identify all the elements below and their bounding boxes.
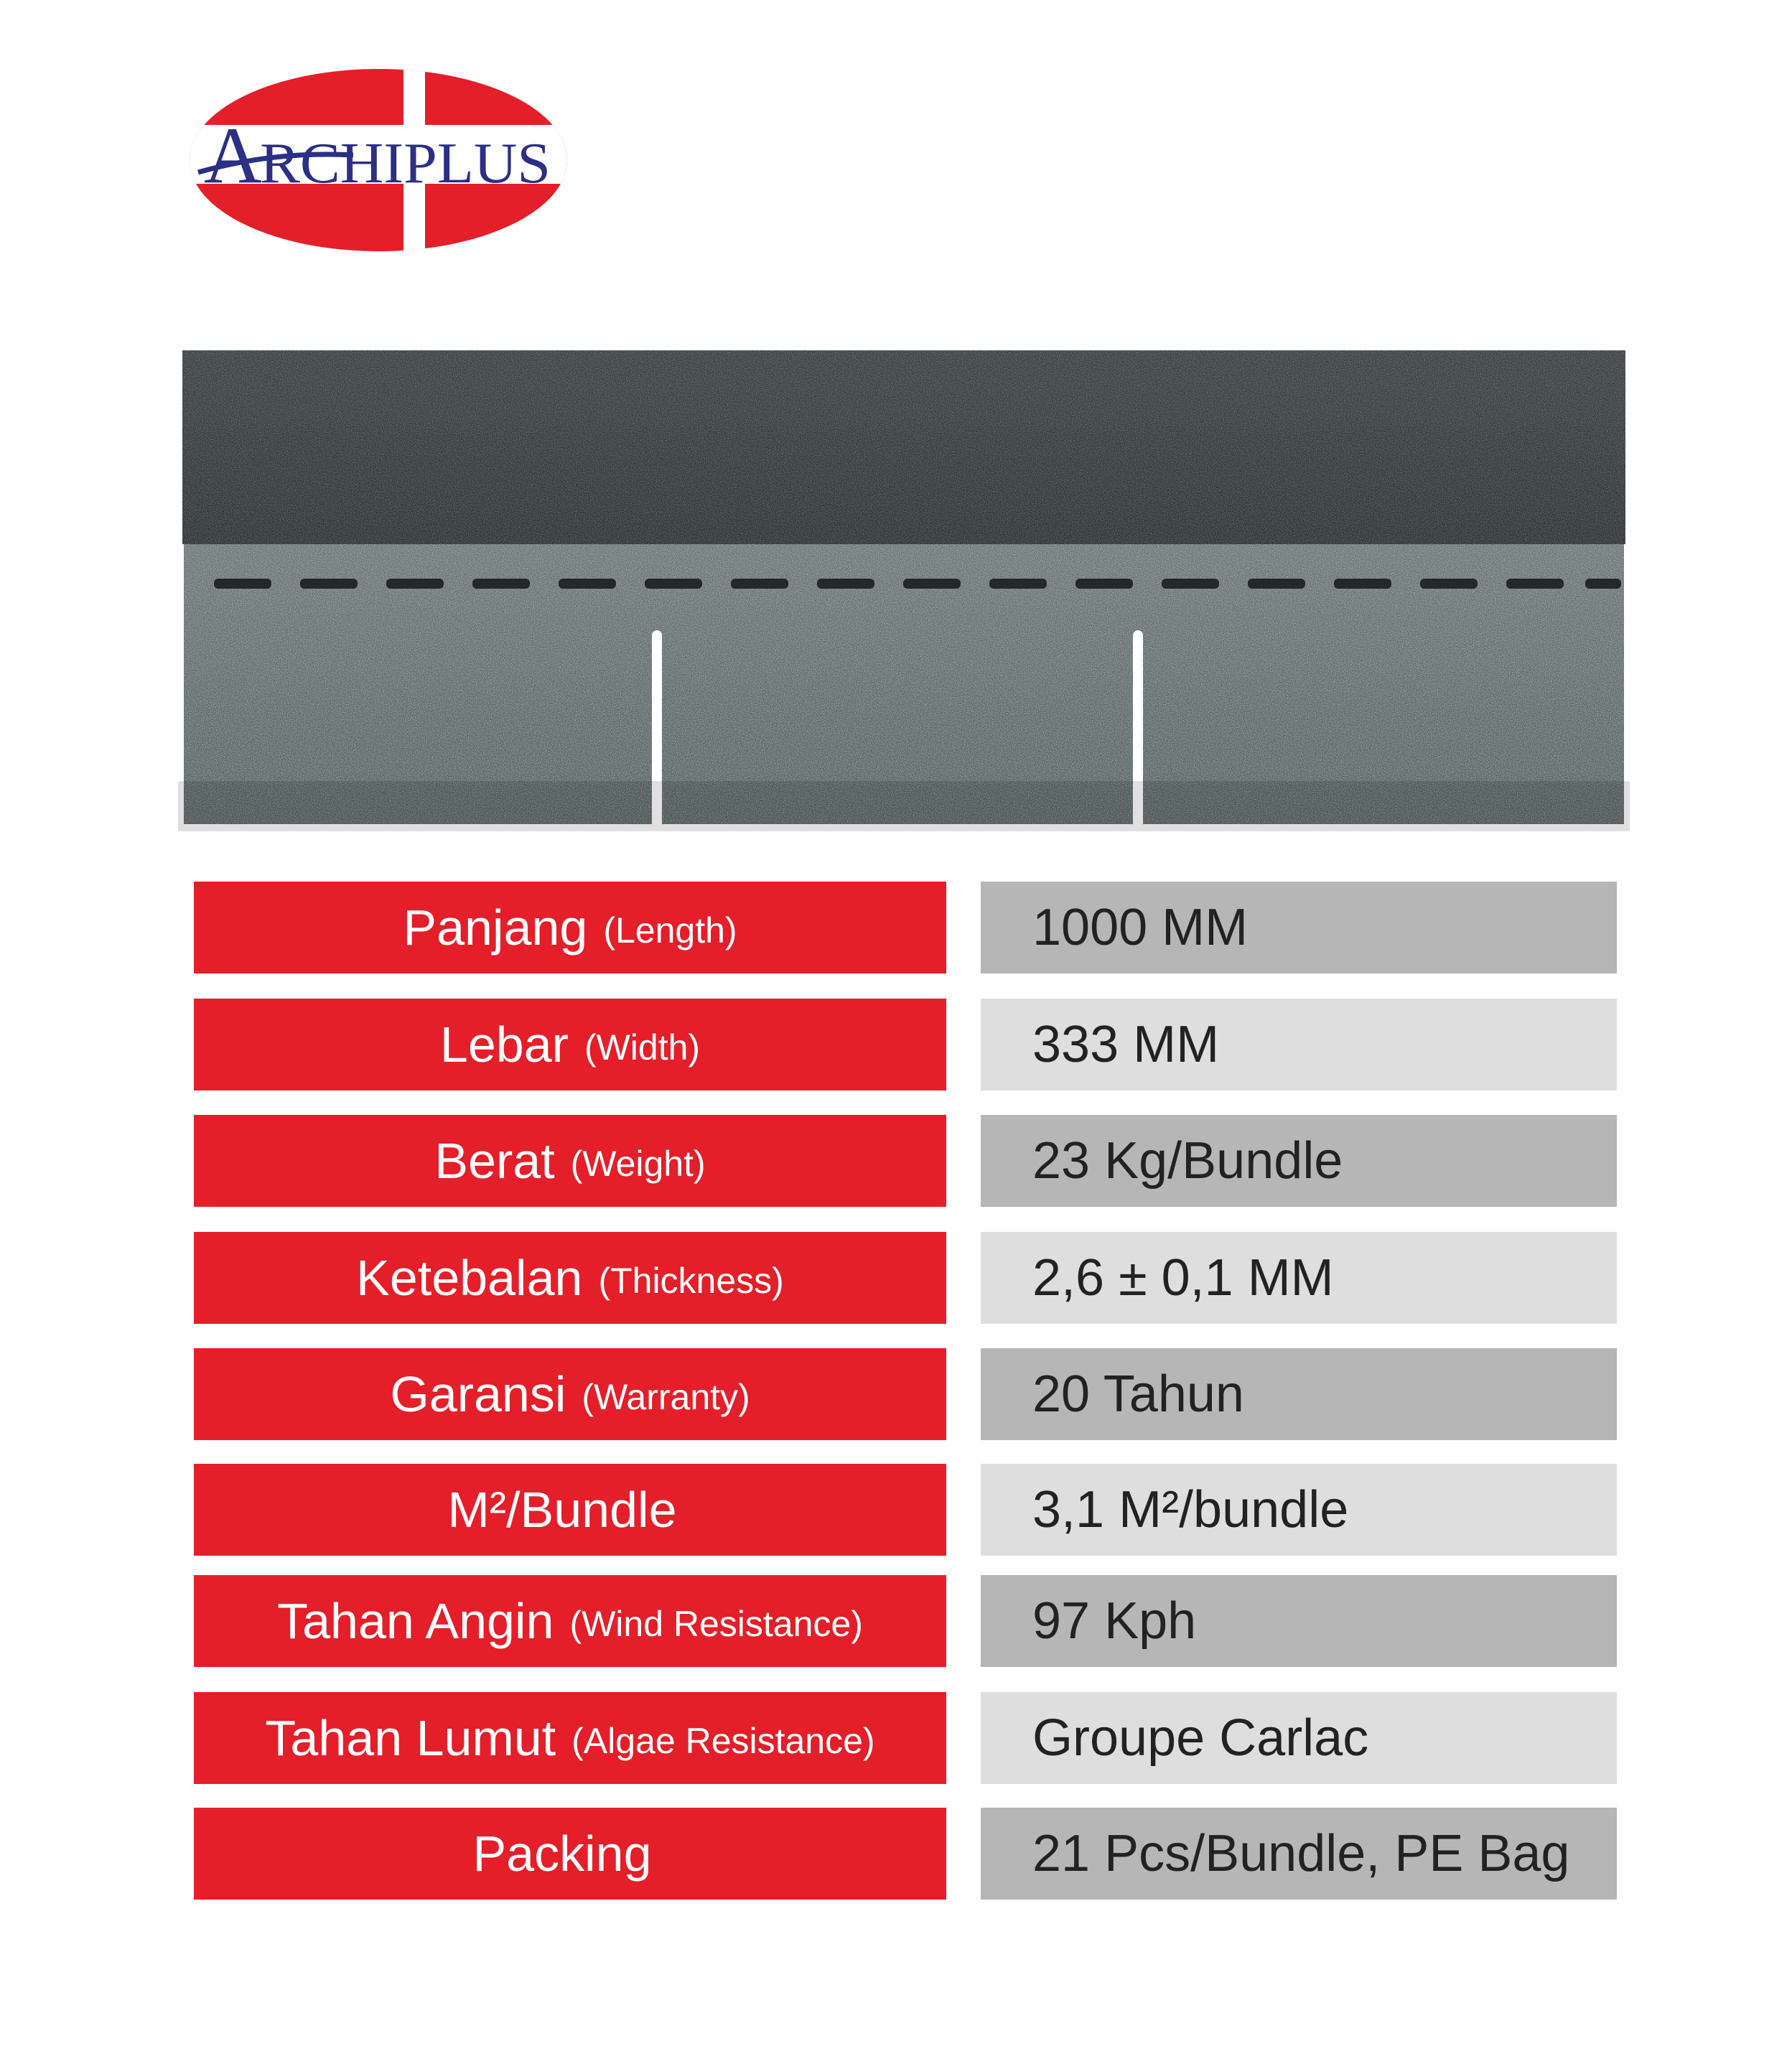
spec-label [194, 1115, 946, 1207]
spec-label-en: (Wind Resistance) [569, 1604, 863, 1644]
spec-row-warranty [0, 1348, 1792, 1440]
asphalt-shingle-photo [178, 350, 1630, 831]
spec-label-id: Berat [434, 1133, 555, 1189]
spec-value: 97 Kph [981, 1575, 1617, 1667]
spec-label [194, 1808, 946, 1900]
spec-label-id: Packing [472, 1826, 652, 1882]
spec-value: 21 Pcs/Bundle, PE Bag [981, 1808, 1617, 1900]
spec-label-id: Tahan Lumut [265, 1710, 556, 1766]
spec-value: 23 Kg/Bundle [981, 1115, 1617, 1207]
spec-label [194, 1348, 946, 1440]
archiplus-logo [188, 67, 569, 253]
spec-label-en: (Length) [603, 910, 737, 951]
spec-row-area-per-bundle [0, 1464, 1792, 1556]
spec-label-en: (Weight) [570, 1144, 706, 1184]
spec-label-id: Garansi [390, 1366, 566, 1422]
spec-label-id: M²/Bundle [447, 1482, 677, 1538]
spec-label-en: (Warranty) [582, 1377, 750, 1417]
logo-initial-a: A [204, 111, 262, 200]
spec-label-en: (Algae Resistance) [571, 1721, 875, 1761]
spec-label-id: Tahan Angin [277, 1593, 554, 1649]
spec-label-en: (Width) [584, 1027, 701, 1068]
spec-label [194, 882, 946, 973]
spec-row-wind-resistance [0, 1575, 1792, 1667]
spec-row-width [0, 999, 1792, 1090]
spec-value: 2,6 ± 0,1 MM [981, 1232, 1617, 1324]
spec-row-packing [0, 1808, 1792, 1900]
spec-row-algae-resistance [0, 1692, 1792, 1784]
spec-label [194, 1232, 946, 1324]
spec-value: 3,1 M²/bundle [981, 1464, 1617, 1556]
spec-value: 333 MM [981, 999, 1617, 1090]
spec-label [194, 1692, 946, 1784]
spec-row-length [0, 882, 1792, 973]
spec-label [194, 1575, 946, 1667]
spec-label-id: Panjang [403, 900, 588, 956]
logo-wordmark: RCHIPLUS [260, 132, 551, 195]
spec-label-id: Ketebalan [356, 1250, 583, 1306]
spec-label-id: Lebar [439, 1017, 569, 1073]
spec-label-en: (Thickness) [598, 1261, 784, 1301]
spec-row-thickness [0, 1232, 1792, 1324]
spec-value: Groupe Carlac [981, 1692, 1617, 1784]
spec-value: 20 Tahun [981, 1348, 1617, 1440]
spec-label [194, 999, 946, 1090]
spec-row-weight [0, 1115, 1792, 1207]
spec-label [194, 1464, 946, 1556]
spec-value: 1000 MM [981, 882, 1617, 973]
